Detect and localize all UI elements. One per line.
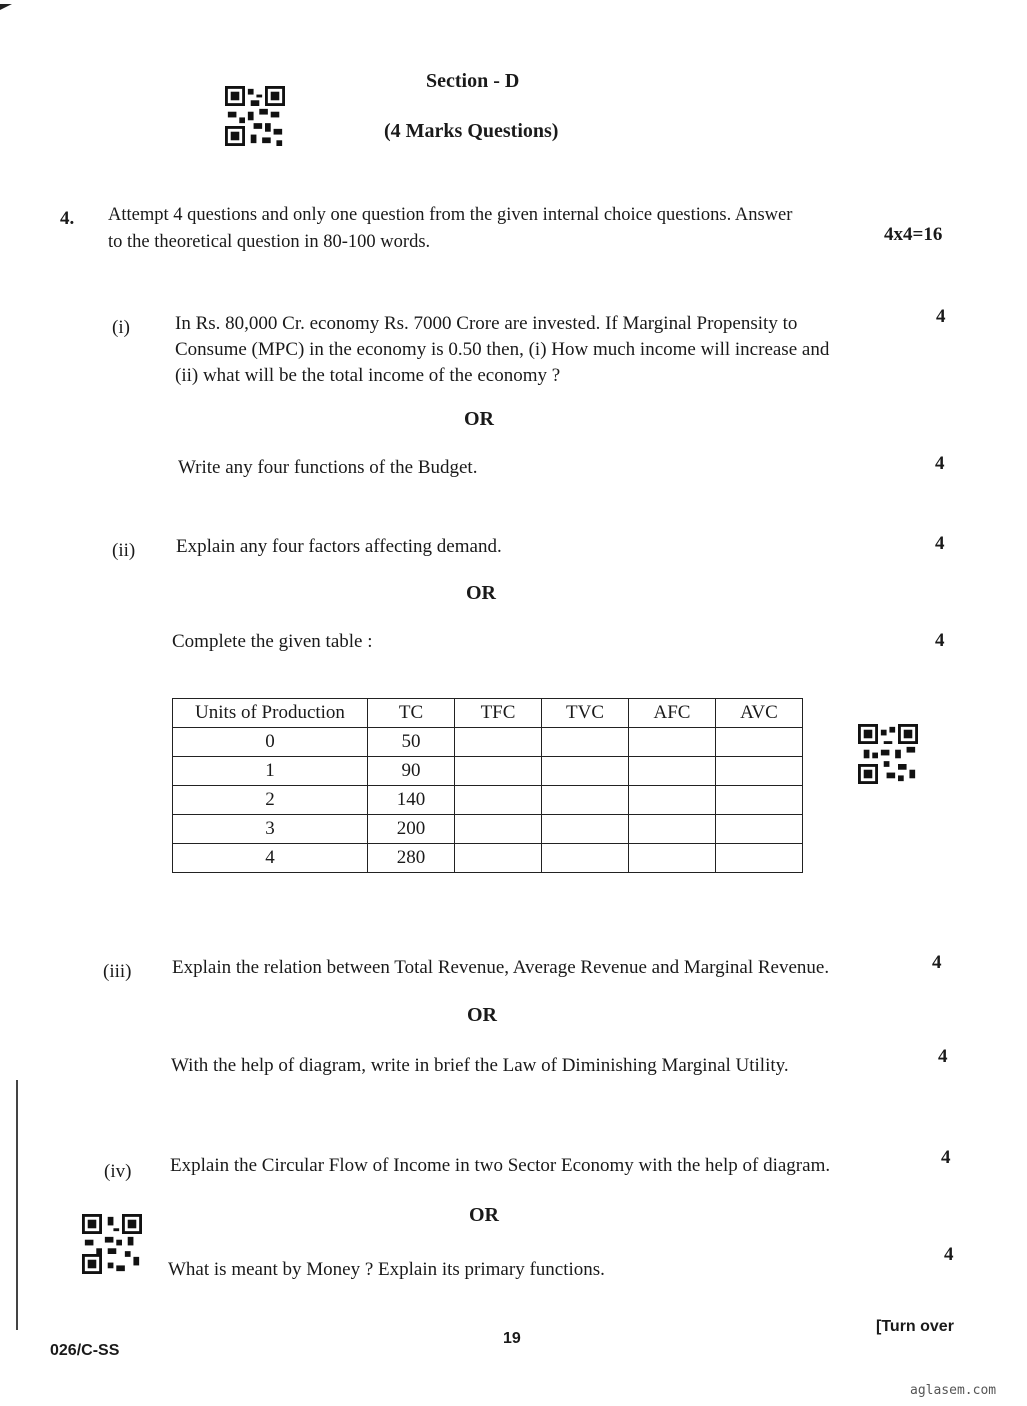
table-cell: 50 xyxy=(368,728,455,757)
table-cell xyxy=(455,728,542,757)
table-cell xyxy=(542,844,629,873)
part-text-line: (ii) what will be the total income of the economy ? xyxy=(175,365,561,386)
table-header: AVC xyxy=(716,699,803,728)
or-label: OR xyxy=(467,1004,497,1026)
alternative-marks: 4 xyxy=(944,1244,954,1265)
table-cell xyxy=(716,844,803,873)
qr-code-icon xyxy=(82,1214,142,1274)
question-instruction-cont: to the theoretical question in 80-100 words. xyxy=(108,232,431,252)
table-header: Units of Production xyxy=(173,699,368,728)
total-marks: 4x4=16 xyxy=(884,224,943,245)
alternative-text: Complete the given table : xyxy=(172,631,373,652)
table-cell xyxy=(629,728,716,757)
table-cell: 0 xyxy=(173,728,368,757)
table-cell xyxy=(542,786,629,815)
turn-over-note: [Turn over xyxy=(876,1318,954,1335)
table-cell xyxy=(716,757,803,786)
qr-code-icon xyxy=(858,724,918,784)
alternative-marks: 4 xyxy=(938,1046,948,1067)
table-row xyxy=(173,728,803,757)
question-number: 4. xyxy=(60,208,75,229)
table-cell xyxy=(716,728,803,757)
table-cell: 3 xyxy=(173,815,368,844)
table-header: AFC xyxy=(629,699,716,728)
table-row xyxy=(173,757,803,786)
part-label: (ii) xyxy=(112,540,136,561)
section-subtitle: (4 Marks Questions) xyxy=(384,120,559,142)
table-row xyxy=(173,815,803,844)
or-label: OR xyxy=(466,582,496,604)
table-cell xyxy=(455,844,542,873)
table-cell: 90 xyxy=(368,757,455,786)
watermark: aglasem.com xyxy=(910,1383,997,1398)
paper-code: 026/C-SS xyxy=(50,1342,120,1359)
table-cell xyxy=(455,815,542,844)
part-label: (iv) xyxy=(104,1161,132,1182)
table-cell xyxy=(542,757,629,786)
table-cell: 2 xyxy=(173,786,368,815)
corner-mark xyxy=(0,4,12,10)
table-cell: 200 xyxy=(368,815,455,844)
alternative-marks: 4 xyxy=(935,453,945,474)
or-label: OR xyxy=(464,408,494,430)
table-row xyxy=(173,786,803,815)
alternative-marks: 4 xyxy=(935,630,945,651)
part-text-line: In Rs. 80,000 Cr. economy Rs. 7000 Crore are invested. If Marginal Propensity to xyxy=(175,313,798,334)
part-label: (i) xyxy=(112,317,130,338)
table-cell xyxy=(716,786,803,815)
table-header: TC xyxy=(368,699,455,728)
alternative-text: With the help of diagram, write in brief the Law of Diminishing Marginal Utility. xyxy=(171,1055,789,1076)
table-cell: 140 xyxy=(368,786,455,815)
table-cell: 280 xyxy=(368,844,455,873)
cost-table xyxy=(172,698,803,873)
table-cell xyxy=(629,815,716,844)
part-marks: 4 xyxy=(932,952,942,973)
margin-line xyxy=(16,1080,18,1330)
table-header-row xyxy=(173,699,803,728)
table-cell xyxy=(542,728,629,757)
part-marks: 4 xyxy=(936,306,946,327)
table-row xyxy=(173,844,803,873)
part-label: (iii) xyxy=(103,961,132,982)
part-marks: 4 xyxy=(941,1147,951,1168)
alternative-text: What is meant by Money ? Explain its primary functions. xyxy=(168,1259,605,1280)
part-marks: 4 xyxy=(935,533,945,554)
table-cell xyxy=(542,815,629,844)
part-text-line: Consume (MPC) in the economy is 0.50 then, (i) How much income will increase and xyxy=(175,339,830,360)
part-text: Explain any four factors affecting demand. xyxy=(176,536,502,557)
table-header: TFC xyxy=(455,699,542,728)
table-cell xyxy=(455,757,542,786)
table-cell: 1 xyxy=(173,757,368,786)
section-title: Section - D xyxy=(426,70,520,92)
or-label: OR xyxy=(469,1204,499,1226)
part-text: Explain the Circular Flow of Income in two Sector Economy with the help of diagram. xyxy=(170,1155,831,1176)
table-cell xyxy=(629,844,716,873)
part-text: Explain the relation between Total Revenue, Average Revenue and Marginal Revenue. xyxy=(172,957,830,978)
question-instruction: Attempt 4 questions and only one question from the given internal choice questions. Answer xyxy=(108,205,793,225)
table-cell xyxy=(629,786,716,815)
table-cell xyxy=(716,815,803,844)
qr-code-icon xyxy=(225,86,285,146)
page-number: 19 xyxy=(503,1330,521,1347)
alternative-text: Write any four functions of the Budget. xyxy=(178,457,478,478)
table-header: TVC xyxy=(542,699,629,728)
table-cell: 4 xyxy=(173,844,368,873)
table-cell xyxy=(455,786,542,815)
table-cell xyxy=(629,757,716,786)
